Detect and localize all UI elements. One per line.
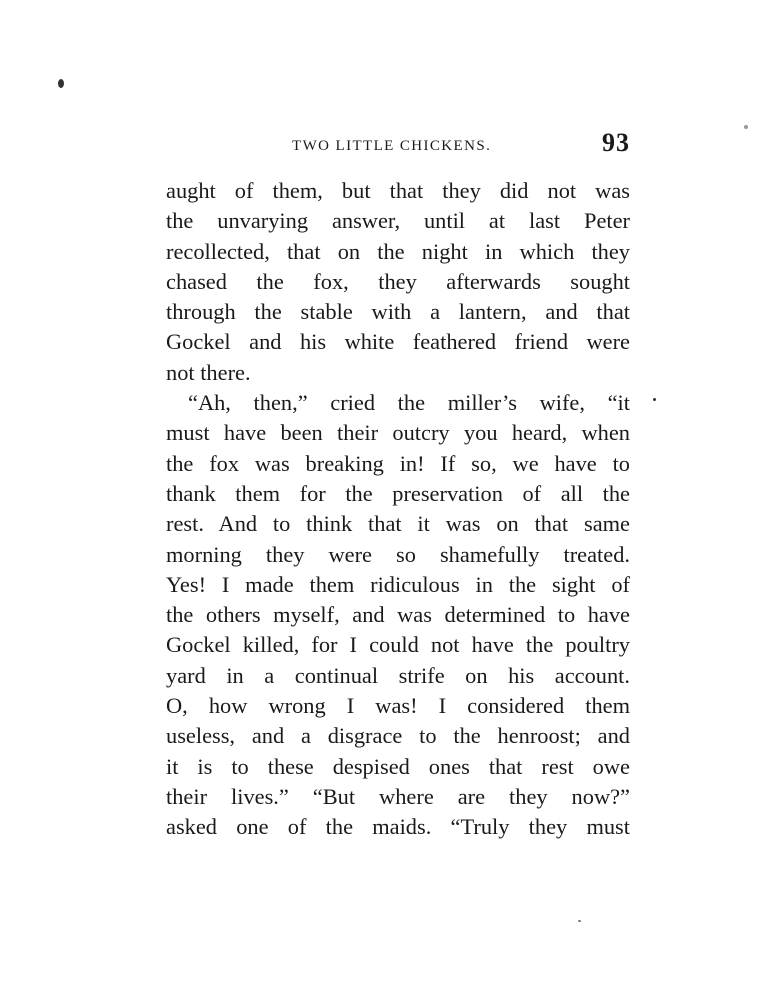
text-line: asked one of the maids. “Truly they must bbox=[166, 814, 630, 840]
text-line: must have been their outcry you heard, when bbox=[166, 420, 630, 446]
ink-speck bbox=[58, 79, 64, 88]
text-line: morning they were so shamefully treated. bbox=[166, 541, 630, 567]
text-line: the fox was breaking in! If so, we have to bbox=[166, 450, 630, 476]
text-line: O, how wrong I was! I considered them bbox=[166, 693, 630, 719]
page-header bbox=[166, 128, 630, 164]
ink-speck bbox=[744, 125, 748, 129]
text-line: “Ah, then,” cried the miller’s wife, “it bbox=[188, 390, 630, 416]
text-line: yard in a continual strife on his account. bbox=[166, 662, 630, 688]
text-line: the unvarying answer, until at last Peter bbox=[166, 208, 630, 234]
body-text bbox=[166, 176, 630, 843]
text-line: their lives.” “But where are they now?” bbox=[166, 783, 630, 809]
text-line: it is to these despised ones that rest owe bbox=[166, 753, 630, 779]
text-line: rest. And to think that it was on that same bbox=[166, 511, 630, 537]
text-line: the others myself, and was determined to have bbox=[166, 602, 630, 628]
text-line: useless, and a disgrace to the henroost; and bbox=[166, 723, 630, 749]
text-line: chased the fox, they afterwards sought bbox=[166, 268, 630, 294]
running-title: TWO LITTLE CHICKENS. bbox=[292, 138, 492, 154]
text-line: not there. bbox=[166, 359, 251, 385]
text-line: Gockel and his white feathered friend were bbox=[166, 329, 630, 355]
text-line: aught of them, but that they did not was bbox=[166, 178, 630, 203]
ink-speck bbox=[578, 920, 581, 922]
text-line: thank them for the preservation of all the bbox=[166, 480, 630, 506]
page-number: 93 bbox=[602, 128, 630, 157]
text-line: recollected, that on the night in which they bbox=[166, 238, 630, 264]
text-line: Gockel killed, for I could not have the poultry bbox=[166, 632, 630, 658]
text-line: Yes! I made them ridiculous in the sight of bbox=[166, 571, 630, 597]
text-line: through the stable with a lantern, and that bbox=[166, 299, 630, 325]
ink-speck bbox=[653, 398, 656, 401]
